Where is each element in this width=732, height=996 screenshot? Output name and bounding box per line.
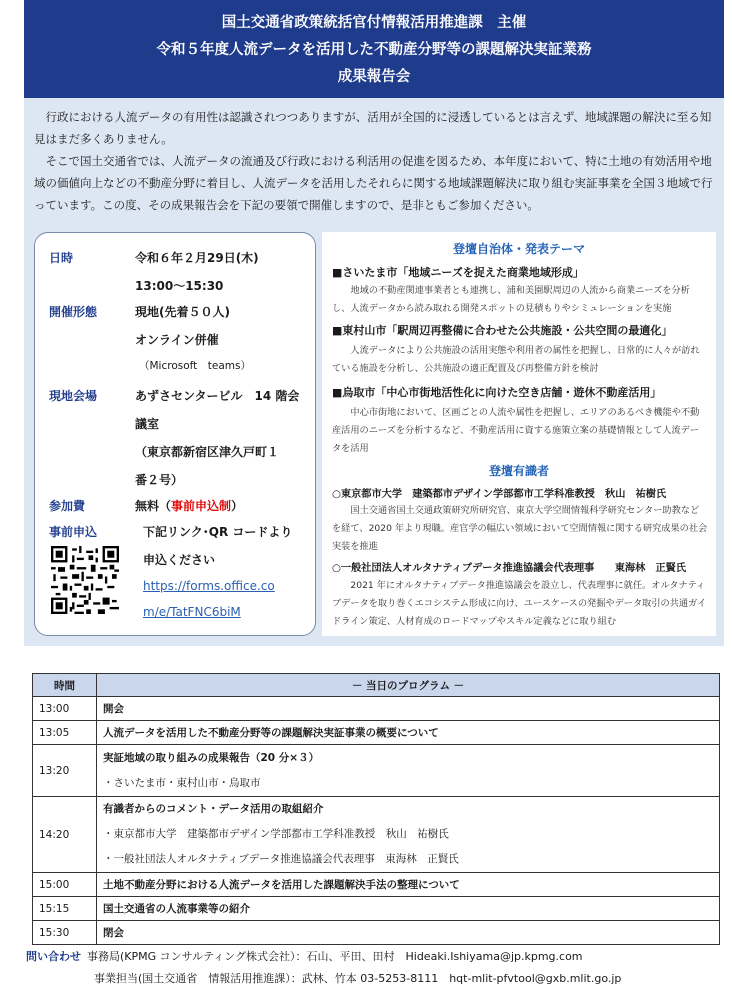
apply-instruction-1: 下記リンク･QR コードより [143, 525, 293, 539]
contact-label: 問い合わせ [26, 950, 81, 963]
table-row [33, 921, 720, 945]
row-title: 有識者からのコメント・データ活用の取組紹介 [103, 803, 324, 815]
intro-paragraph-2: そこで国土交通省では、人流データの流通及び行政における利活用の促進を図るため、本年度において、特に土地の有効活用や地域の価値向上などの不動産分野に着目し、人流データを活用したそれらに関する地域課題解決に取り組む実証事業を全国３地域で行っています。この度、その成果報告会を下記の要領で開催しますので、是非ともご参加ください。 [34, 154, 713, 212]
table-row [33, 697, 720, 721]
header-event-title: 成果報告会 [337, 69, 411, 85]
expert-2-body: 2021 年にオルタナティブデータ推進協議会を設立し、代表理事に就任。オルタナティブデータを取り巻くエコシステム形成に向け、ユースケースの発掘やデータ取引の共通ガイドライン策定、人材育成のロードマップやスキル定義などに取り組む [332, 580, 707, 627]
experts-title: 登壇有識者 [488, 464, 549, 478]
contact-section [26, 946, 726, 990]
venue-label: 現地会場 [49, 389, 98, 403]
qr-code-icon[interactable] [51, 546, 119, 614]
row-title: 閉会 [97, 921, 720, 945]
expert-2-title: ○一般社団法人オルタナティブデータ推進協議会代表理事 東海林 正賢氏 [332, 563, 687, 574]
row-time: 15:30 [33, 921, 97, 945]
row-time: 13:20 [33, 745, 97, 797]
expert-1-body: 国土交通省国土交通政策研究所研究官、東京大学空間情報科学研究センター助教などを経て、2020 年より現職。産官学の幅広い領域において空間情報に関する研究成果の社会実装を推進 [332, 505, 708, 552]
format-value: 現地(先着５０人) [135, 305, 230, 319]
format-online: オンライン併催 [135, 333, 219, 347]
format-label: 開催形態 [49, 305, 98, 319]
intro-paragraph-1: 行政における人流データの有用性は認識されつつありますが、活用が全国的に浸透しているとは言えず、地域課題の解決に至る知見はまだ多くありません。 [34, 110, 712, 146]
fee-label: 参加費 [49, 499, 86, 513]
venue-value-2: 議室 [135, 417, 160, 431]
row-title: 土地不動産分野における人流データを活用した課題解決手法の整理について [97, 873, 720, 897]
fee-required-note: 事前申込制 [171, 499, 232, 513]
row-title: 国土交通省の人流事業等の紹介 [97, 897, 720, 921]
venue-address-2: 番２号） [135, 473, 184, 487]
header-project-title: 令和５年度人流データを活用した不動産分野等の課題解決実証業務 [156, 42, 592, 58]
header-banner [24, 0, 724, 98]
row-title: 人流データを活用した不動産分野等の課題解決実証事業の概要について [97, 721, 720, 745]
higashimurayama-body: 人流データにより公共施設の活用実態や利用者の属性を把握し、日常的に人々が訪れている施設を分析し、公共施設の適正配置及び再整備方針を検討 [332, 345, 700, 374]
program-header-row [33, 674, 720, 697]
saitama-title: ■さいたま市「地域ニーズを捉えた商業地域形成」 [332, 266, 584, 279]
venue-address-1: （東京都新宿区津久戸町１ [135, 445, 280, 459]
date-label: 日時 [49, 251, 74, 265]
row-sub: ・東京都市大学 建築都市デザイン学部都市工学科准教授 秋山 祐樹氏 [103, 828, 449, 840]
header-organizer: 国土交通省政策統括官付情報活用推進課 主催 [221, 15, 527, 31]
municipalities-title: 登壇自治体・発表テーマ [452, 242, 585, 256]
row-time: 13:00 [33, 697, 97, 721]
apply-link-2[interactable]: m/e/TatFNC6biM [143, 605, 241, 619]
apply-instruction-2: 申込ください [143, 553, 216, 567]
saitama-body: 地域の不動産関連事業者とも連携し、浦和美園駅周辺の人流から商業ニーズを分析し、人流データから読み取れる開発スポットの見積もりやシミュレーションを実施 [332, 285, 690, 314]
time-value: 13:00〜15:30 [135, 279, 224, 293]
event-info-box [34, 232, 316, 636]
table-row [33, 897, 720, 921]
time-column-header: 時間 [33, 674, 97, 697]
speakers-panel [322, 232, 716, 636]
tottori-title: ■烏取市「中心市街地活性化に向けた空き店舗・遊休不動産活用」 [332, 386, 662, 399]
table-row [33, 797, 720, 873]
program-column-header: － 当日のプログラム － [97, 674, 720, 697]
contact-line-1 [26, 946, 726, 968]
table-row [33, 745, 720, 797]
row-time: 15:00 [33, 873, 97, 897]
contact-line-2[interactable]: 事業担当(国土交通省 情報活用推進課）：武林、竹本 03-5253-8111 hqt-mlit-pfvtool@gxb.mlit.go.jp [94, 972, 622, 985]
venue-value-1: あずさセンタービル 14 階会 [135, 389, 300, 403]
contact-secretariat[interactable]: 事務局(KPMG コンサルティング株式会社）：石山、平田、田村 Hideaki.Ishiyama@jp.kpmg.com [87, 950, 583, 963]
format-platform: （Microsoft teams） [139, 360, 251, 372]
row-content [97, 797, 720, 873]
apply-link-1[interactable]: https://forms.office.co [143, 579, 275, 593]
apply-label: 事前申込 [49, 525, 98, 539]
row-time: 13:05 [33, 721, 97, 745]
higashimurayama-title: ■東村山市「駅周辺再整備に合わせた公共施設・公共空間の最適化」 [332, 324, 673, 337]
intro-text [34, 106, 716, 216]
row-time: 15:15 [33, 897, 97, 921]
row-title: 開会 [97, 697, 720, 721]
row-sub: ・さいたま市・東村山市・烏取市 [103, 776, 261, 789]
row-time: 14:20 [33, 797, 97, 873]
fee-value [135, 497, 243, 514]
table-row [33, 873, 720, 897]
fee-text: 無料（ [135, 499, 172, 513]
date-value: 令和６年２月29日(木) [135, 251, 259, 265]
fee-close: ） [231, 499, 244, 513]
row-sub: ・一般社団法人オルタナティブデータ推進協議会代表理事 東海林 正賢氏 [103, 853, 459, 865]
table-row [33, 721, 720, 745]
row-title: 実証地域の取り組みの成果報告（20 分×３） [103, 751, 320, 764]
expert-1-title: ○東京都市大学 建築都市デザイン学部都市工学科准教授 秋山 祐樹氏 [332, 489, 667, 500]
row-content [97, 745, 720, 797]
program-table [32, 673, 720, 945]
tottori-body: 中心市街地において、区画ごとの人流や属性を把握し、エリアのあるべき機能や不動産活用のニーズを分析するなど、不動産活用に資する施策立案の基礎情報として人流データを活用 [332, 407, 700, 454]
